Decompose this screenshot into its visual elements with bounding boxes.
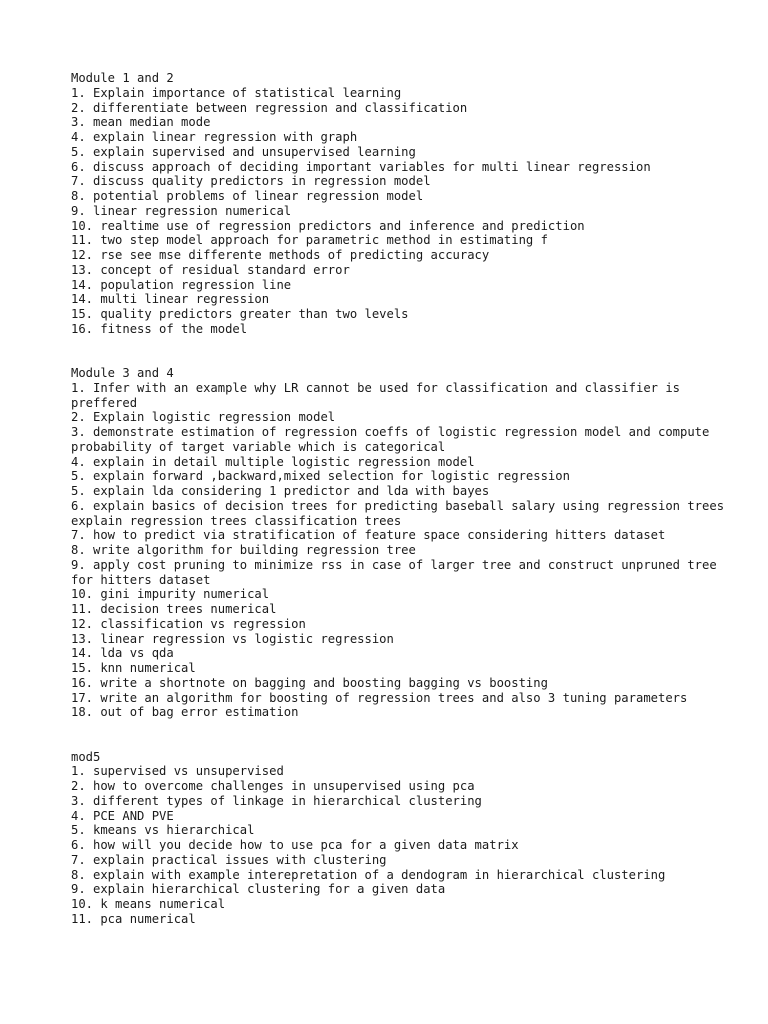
question-item: 1. Infer with an example why LR cannot be used for classification and classifier is preffered	[71, 380, 688, 410]
question-item: 1. supervised vs unsupervised	[71, 764, 284, 779]
question-item: 16. fitness of the model	[71, 321, 248, 336]
question-item: 12. classification vs regression	[71, 616, 306, 631]
question-item: 5. explain supervised and unsupervised learning	[71, 144, 416, 159]
question-item: 15. quality predictors greater than two levels	[71, 307, 409, 321]
question-item: 7. how to predict via stratification of feature space considering hitters dataset	[71, 528, 666, 543]
question-item: 12. rse see mse differente methods of predicting accuracy	[71, 248, 490, 262]
question-item: 6. discuss approach of deciding important variables for multi linear regression	[71, 159, 651, 174]
question-item: 4. explain in detail multiple logistic regression model	[71, 454, 475, 469]
module-section	[71, 366, 732, 720]
question-item: 17. write an algorithm for boosting of regression trees and also 3 tuning parameters	[71, 690, 688, 705]
module-section	[71, 750, 728, 927]
question-item: 11. decision trees numerical	[71, 602, 277, 616]
question-item: 15. knn numerical	[71, 661, 196, 675]
question-item: 4. explain linear regression with graph	[71, 130, 358, 144]
question-item: 16. write a shortnote on bagging and boosting bagging vs boosting	[71, 675, 548, 690]
section-heading: mod5	[71, 749, 101, 764]
question-item: 6. explain basics of decision trees for predicting baseball salary using regression trees explain regression trees classification trees	[71, 498, 732, 528]
question-item: 13. concept of residual standard error	[71, 262, 350, 277]
document-body	[71, 71, 732, 927]
section-heading: Module 1 and 2	[71, 71, 174, 85]
question-item: 8. write algorithm for building regression tree	[71, 543, 416, 557]
question-item: 4. PCE AND PVE	[71, 808, 174, 823]
question-item: 14. multi linear regression	[71, 292, 270, 307]
question-item: 2. Explain logistic regression model	[71, 410, 336, 425]
question-item: 5. explain lda considering 1 predictor and lda with bayes	[71, 484, 490, 498]
question-item: 5. kmeans vs hierarchical	[71, 823, 255, 838]
question-item: 6. how will you decide how to use pca for a given data matrix	[71, 838, 519, 852]
question-item: 8. potential problems of linear regression model	[71, 189, 424, 203]
question-item: 10. gini impurity numerical	[71, 587, 270, 602]
question-item: 18. out of bag error estimation	[71, 705, 299, 720]
question-item: 3. mean median mode	[71, 115, 211, 130]
question-item: 8. explain with example interepretation of a dendogram in hierarchical clustering	[71, 867, 666, 882]
question-item: 2. how to overcome challenges in unsupervised using pca	[71, 779, 475, 793]
question-item: 2. differentiate between regression and classification	[71, 100, 468, 115]
question-item: 9. linear regression numerical	[71, 203, 292, 218]
question-item: 9. explain hierarchical clustering for a given data	[71, 882, 446, 897]
question-item: 7. explain practical issues with clustering	[71, 852, 387, 867]
question-item: 3. different types of linkage in hierarchical clustering	[71, 793, 482, 808]
question-item: 11. two step model approach for parametric method in estimating f	[71, 233, 548, 248]
question-item: 14. population regression line	[71, 277, 292, 292]
question-item: 3. demonstrate estimation of regression coeffs of logistic regression model and compute probability of target variable which is categorical	[71, 425, 717, 454]
question-item: 1. Explain importance of statistical learning	[71, 85, 402, 100]
module-section	[71, 71, 728, 337]
question-item: 9. apply cost pruning to minimize rss in case of larger tree and construct unpruned tree for hitters dataset	[71, 557, 725, 587]
question-item: 5. explain forward ,backward,mixed selection for logistic regression	[71, 469, 570, 484]
question-item: 10. realtime use of regression predictors and inference and prediction	[71, 218, 585, 233]
question-item: 10. k means numerical	[71, 897, 226, 911]
question-item: 11. pca numerical	[71, 911, 196, 926]
question-item: 7. discuss quality predictors in regression model	[71, 174, 431, 189]
question-item: 13. linear regression vs logistic regression	[71, 631, 394, 646]
question-item: 14. lda vs qda	[71, 646, 174, 661]
section-heading: Module 3 and 4	[71, 366, 174, 380]
